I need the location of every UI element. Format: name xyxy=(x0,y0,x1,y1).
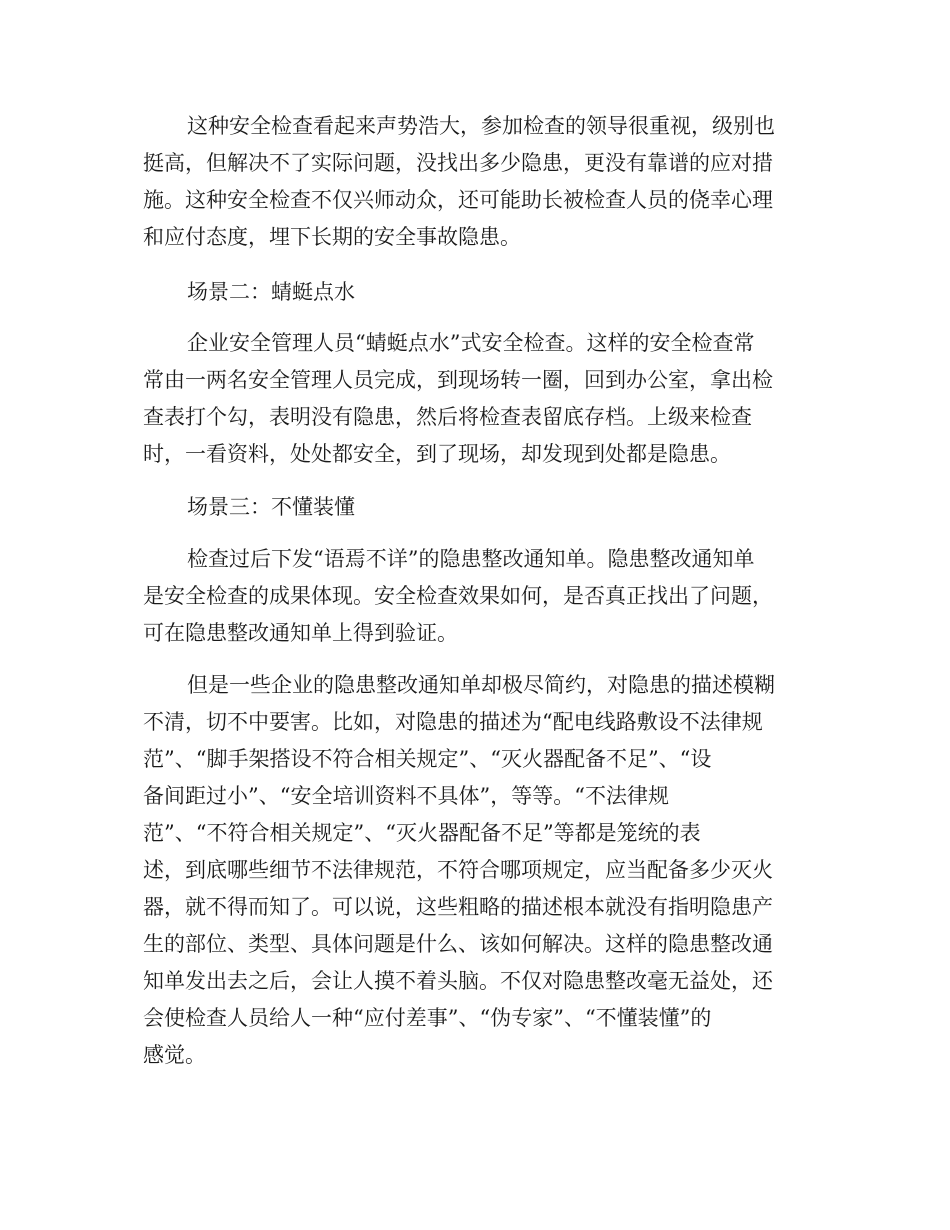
paragraph-line: 述，到底哪些细节不法律规范，不符合哪项规定，应当配备多少灭火 xyxy=(143,858,773,882)
paragraph-line: 时，一看资料，处处都安全，到了现场，却发现到处都是隐患。 xyxy=(143,442,731,466)
section-heading-scene-2: 场景二：蜻蜓点水 xyxy=(187,280,355,304)
paragraph-line: 查表打个勾，表明没有隐患，然后将检查表留底存档。上级来检查 xyxy=(143,405,752,429)
paragraph-line: 知单发出去之后，会让人摸不着头脑。不仅对隐患整改毫无益处，还 xyxy=(143,969,773,993)
paragraph-line: 挺高，但解决不了实际问题，没找出多少隐患，更没有靠谱的应对措 xyxy=(143,151,773,175)
paragraph-line: 备间距过小”、“安全培训资料不具体”，等等。“不法律规 xyxy=(143,784,669,808)
paragraph-line: 会使检查人员给人一种“应付差事”、“伪专家”、“不懂装懂”的 xyxy=(143,1006,712,1030)
paragraph-line: 但是一些企业的隐患整改通知单却极尽简约，对隐患的描述模糊 xyxy=(187,673,775,697)
paragraph-line: 器，就不得而知了。可以说，这些粗略的描述根本就没有指明隐患产 xyxy=(143,895,773,919)
section-heading-scene-3: 场景三：不懂装懂 xyxy=(187,495,355,519)
paragraph-line: 不清，切不中要害。比如，对隐患的描述为“配电线路敷设不法律规 xyxy=(143,710,763,734)
paragraph-line: 生的部位、类型、具体问题是什么、该如何解决。这样的隐患整改通 xyxy=(143,932,773,956)
paragraph-line: 这种安全检查看起来声势浩大，参加检查的领导很重视，级别也 xyxy=(187,114,775,138)
paragraph-line: 范”、“不符合相关规定”、“灭火器配备不足”等都是笼统的表 xyxy=(143,821,701,845)
paragraph-line: 企业安全管理人员“蜻蜓点水”式安全检查。这样的安全检查常 xyxy=(187,331,755,355)
paragraph-line: 范”、“脚手架搭设不符合相关规定”、“灭火器配备不足”、“设 xyxy=(143,747,712,771)
paragraph-line: 检查过后下发“语焉不详”的隐患整改通知单。隐患整改通知单 xyxy=(187,547,755,571)
paragraph-line: 常由一两名安全管理人员完成，到现场转一圈，回到办公室，拿出检 xyxy=(143,368,773,392)
paragraph-line: 感觉。 xyxy=(143,1043,206,1067)
paragraph-line: 和应付态度，埋下长期的安全事故隐患。 xyxy=(143,225,521,249)
paragraph-line: 可在隐患整改通知单上得到验证。 xyxy=(143,621,458,645)
paragraph-line: 是安全检查的成果体现。安全检查效果如何，是否真正找出了问题， xyxy=(143,584,773,608)
paragraph-line: 施。这种安全检查不仅兴师动众，还可能助长被检查人员的侥幸心理 xyxy=(143,188,773,212)
